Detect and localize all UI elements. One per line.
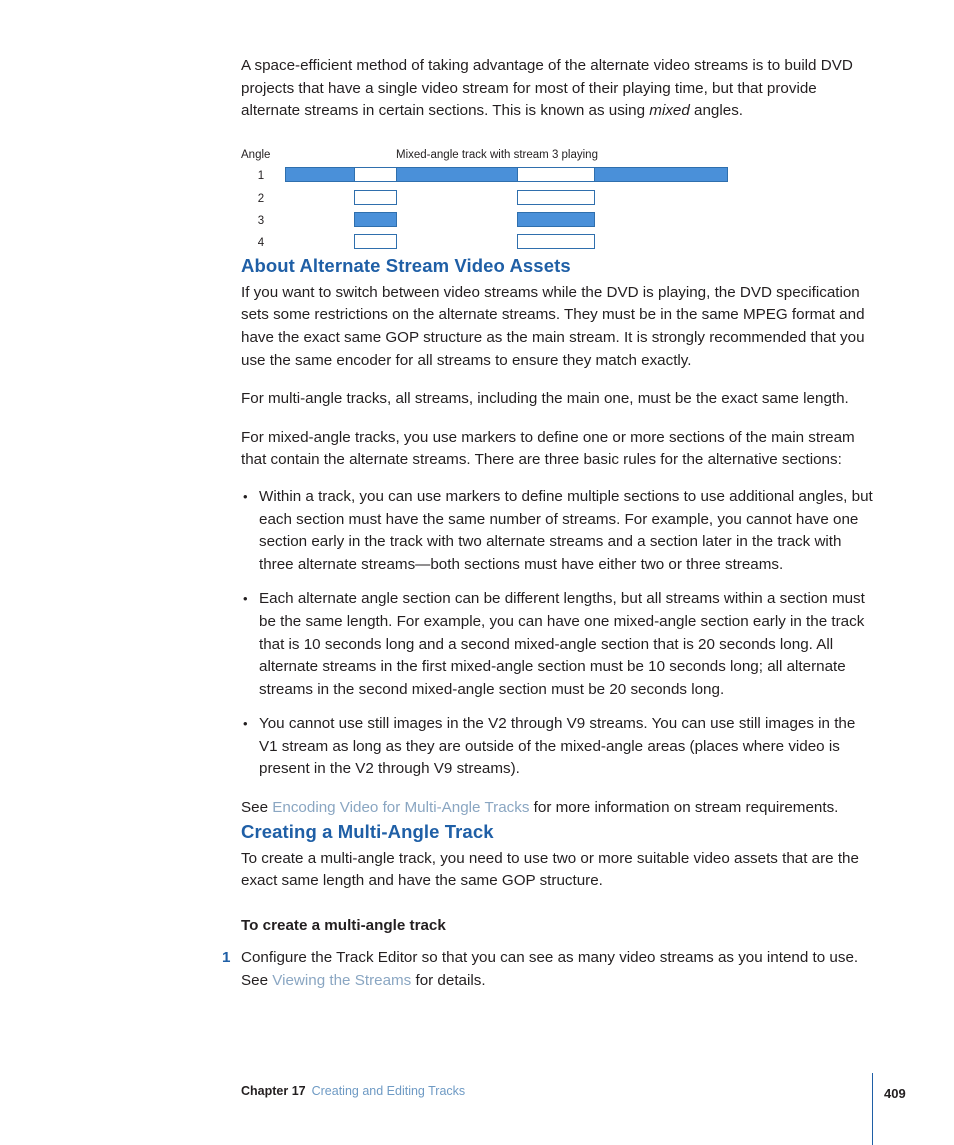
intro-paragraph (241, 55, 875, 123)
track-segment-row1-a (285, 167, 355, 182)
bullet-icon: • (243, 716, 248, 732)
section-heading-creating-a-multi-angle-track: Creating a Multi-Angle Track (241, 820, 494, 842)
track-segment-row4-a (354, 234, 397, 249)
list-item (241, 588, 875, 701)
cross-reference-link-viewing-the-streams[interactable]: Viewing the Streams (272, 972, 412, 990)
list-item (222, 947, 875, 992)
track-segment-row3-a (354, 212, 397, 227)
section1-paragraph-2: For multi-angle tracks, all streams, including the main one, must be the exact same length. (241, 390, 849, 408)
intro-text-before: A space-efficient method of taking advantage of the alternate video streams is to build DVD projects that have a single video stream for most of their playing time, but that provide alternate streams in certain sections. This is known as using (241, 57, 853, 120)
figure-row-number-1: 1 (257, 169, 265, 182)
section1-paragraph-1: If you want to switch between video streams while the DVD is playing, the DVD specification sets some restrictions on the alternate streams. They must be in the same MPEG format and have the exact same GOP structure as the main stream. It is strongly recommended that you use the same encoder for all streams to ensure they match exactly. (241, 283, 865, 369)
footer-divider (872, 1073, 873, 1145)
track-segment-row1-b (354, 167, 397, 182)
cross-reference-link-encoding-video[interactable]: Encoding Video for Multi-Angle Tracks (272, 799, 530, 817)
bullet-text-1: Within a track, you can use markers to define multiple sections to use additional angles, but each section must have the same number of streams. For example, you cannot have one section early in the track with two alternate streams and a section later in the track with three alternate streams—both sections must have either two or three streams. (259, 487, 873, 573)
track-segment-row1-c (396, 167, 518, 182)
section-heading-about-alternate-stream-video-assets: About Alternate Stream Video Assets (241, 254, 571, 276)
page-number: 409 (884, 1086, 906, 1101)
intro-text-after: angles. (689, 102, 744, 120)
section1-bullet-list (241, 486, 875, 781)
track-segment-row1-e (594, 167, 728, 182)
figure-row-number-4: 4 (257, 236, 265, 249)
bullet-icon: • (243, 591, 248, 607)
list-item (241, 486, 875, 576)
see-suffix: for more information on stream requirements. (529, 799, 839, 817)
figure-title-label: Mixed-angle track with stream 3 playing (396, 148, 598, 161)
page-content (222, 55, 875, 993)
bullet-text-3: You cannot use still images in the V2 through V9 streams. You can use still images in the V1 stream as long as they are outside of the mixed-angle areas (places where video is present in the V2 through V9 streams). (259, 715, 856, 778)
see-prefix: See (241, 799, 273, 817)
footer-chapter-title: Creating and Editing Tracks (311, 1084, 466, 1098)
track-segment-row3-b (517, 212, 595, 227)
step-number: 1 (222, 949, 231, 967)
mixed-angle-track-figure (241, 149, 875, 254)
list-item (241, 713, 875, 781)
step-text-prefix: Configure the Track Editor so that you can see as many video streams as you intend to use. See (241, 949, 859, 990)
procedure-title: To create a multi-angle track (241, 916, 446, 934)
footer-chapter-label: Chapter 17 (241, 1084, 306, 1098)
figure-angle-label: Angle (241, 148, 271, 161)
section1-paragraph-3: For mixed-angle tracks, you use markers to define one or more sections of the main stream that contain the alternate streams. There are three basic rules for the alternative sections: (241, 428, 855, 469)
section1-see-also-paragraph (241, 797, 875, 820)
section2-paragraph-1: To create a multi-angle track, you need to use two or more suitable video assets that are the exact same length and have the same GOP structure. (241, 849, 859, 890)
figure-row-number-2: 2 (257, 192, 265, 205)
track-segment-row2-a (354, 190, 397, 205)
page-footer (241, 1084, 875, 1098)
step-text-suffix: for details. (411, 972, 486, 990)
track-segment-row1-d (517, 167, 595, 182)
intro-italic-word: mixed (649, 102, 690, 120)
procedure-step-list (222, 947, 875, 992)
figure-row-number-3: 3 (257, 214, 265, 227)
track-segment-row2-b (517, 190, 595, 205)
track-segment-row4-b (517, 234, 595, 249)
bullet-icon: • (243, 488, 248, 504)
bullet-text-2: Each alternate angle section can be different lengths, but all streams within a section must be the same length. For example, you can have one mixed-angle section early in the track that is 10 seconds long and a second mixed-angle section that is 20 seconds long. All alternate streams in the first mixed-angle section must be 10 seconds long; all alternate streams in the second mixed-angle section must be 20 seconds long. (259, 590, 865, 698)
